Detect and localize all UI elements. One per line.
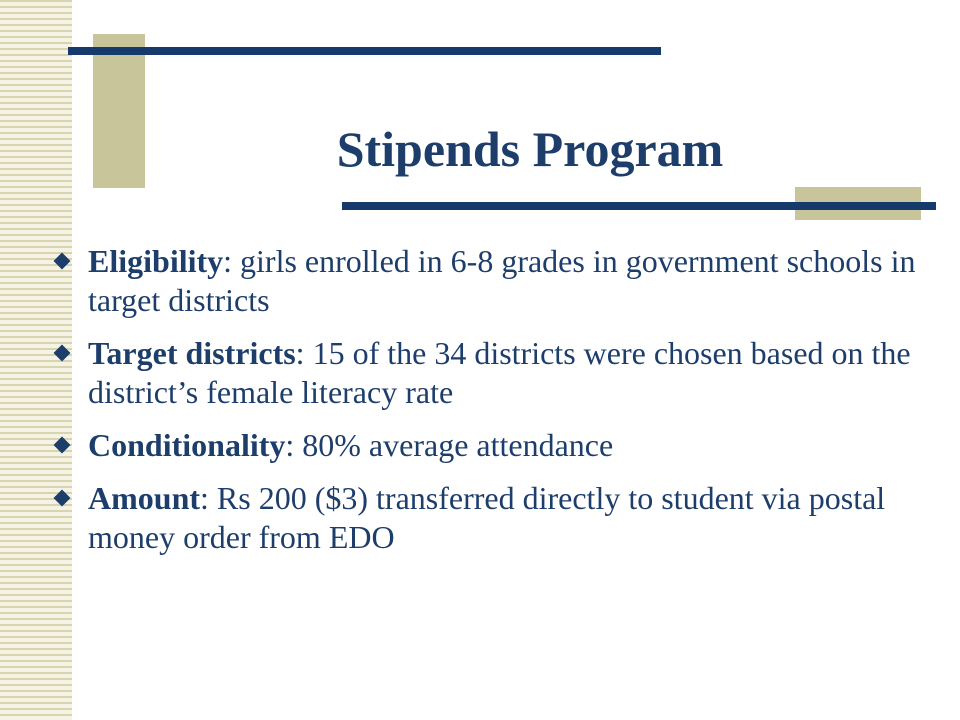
diamond-bullet-icon <box>54 437 71 454</box>
bullet-conditionality <box>56 426 936 465</box>
bullet-target-districts <box>56 334 936 412</box>
bullet-term: Target districts <box>88 335 296 372</box>
slide-title: Stipends Program <box>336 120 724 177</box>
bullet-text: : 15 of the 34 districts were chosen based on the district’s female literacy rate <box>88 335 911 411</box>
bullet-term: Amount <box>88 480 201 517</box>
bullet-term: Eligibility <box>88 243 224 279</box>
diamond-bullet-icon <box>54 253 71 270</box>
top-accent-rule <box>68 47 661 55</box>
bullet-term: Conditionality <box>88 427 286 464</box>
bullet-text: : 80% average attendance <box>285 427 614 464</box>
bottom-accent-rule <box>342 202 936 210</box>
bullet-text: : Rs 200 ($3) transferred directly to student via postal money order from EDO <box>88 480 886 556</box>
bullet-amount <box>56 479 936 557</box>
bullet-list <box>56 242 936 571</box>
bullet-eligibility <box>56 242 936 320</box>
bullet-text: : girls enrolled in 6-8 grades in government schools in target districts <box>88 243 916 319</box>
diamond-bullet-icon <box>54 345 71 362</box>
diamond-bullet-icon <box>54 490 71 507</box>
